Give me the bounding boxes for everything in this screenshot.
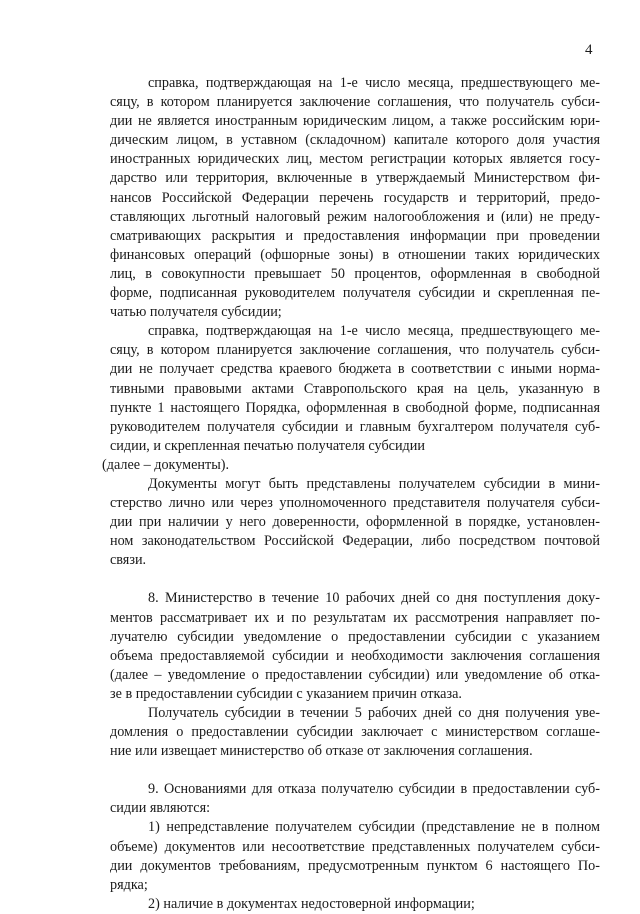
text-line: Получатель субсидии в течении 5 рабочих дней со дня получения уве- — [148, 705, 600, 721]
text-line: 8. Министерство в течение 10 рабочих дней со дня поступления доку- — [148, 590, 600, 607]
text-line: сяцу, в котором планируется заключение соглашения, что получатель субси- — [110, 94, 600, 111]
text-line: (далее – документы). — [102, 456, 230, 473]
text-line: Документы могут быть представлены получателем субсидии в мини- — [148, 475, 600, 492]
paragraph — [110, 475, 600, 570]
paragraph — [110, 74, 600, 322]
text-line: дическим лицом, в уставном (складочном) капитале которого доля участия — [110, 132, 600, 149]
text-line: лучателю субсидии уведомление о предоставлении субсидии с указанием — [110, 628, 600, 645]
text-line: нансов Российской Федерации перечень государств и территорий, предо- — [110, 189, 600, 206]
page-number: 4 — [585, 42, 593, 58]
text-line: ном законодательством Российской Федерации, либо посредством почтовой — [110, 533, 600, 550]
text-line: форме, подписанная руководителем получателя субсидии и скрепленная пе- — [110, 285, 600, 302]
text-line: дарство или территория, включенные в утверждаемый Министерством фи- — [110, 170, 600, 187]
text-line: (далее – уведомление о предоставлении субсидии) или уведомление об отка- — [110, 666, 600, 683]
text-line: справка, подтверждающая на 1-е число месяца, предшествующего ме- — [148, 75, 600, 91]
paragraph-gap — [110, 570, 600, 589]
text-line: объеме) документов или несоответствие представленных получателем субси- — [110, 838, 600, 855]
paragraph — [110, 818, 600, 894]
text-line: пункте 1 настоящего Порядка, оформленная в свободной форме, подписанная — [110, 399, 600, 416]
text-line: стерство лично или через уполномоченного представителя получателя субси- — [110, 495, 600, 512]
text-line: сяцу, в котором планируется заключение соглашения, что получатель субси- — [110, 342, 600, 359]
text-line: рядка; — [110, 876, 148, 893]
text-line: домления о предоставлении субсидии заключает с министерством соглаше- — [110, 724, 600, 741]
paragraph — [110, 589, 600, 704]
text-line: иностранных юридических лиц, местом регистрации которых является госу- — [110, 151, 600, 168]
text-line: сидии, и скрепленная печатью получателя субсидии — [110, 437, 425, 454]
text-line: ние или извещает министерство об отказе от заключения соглашения. — [110, 743, 533, 760]
paragraph — [110, 704, 600, 761]
text-line: тивными правовыми актами Ставропольского края на цель, указанную в — [110, 380, 600, 397]
paragraph — [110, 780, 600, 818]
text-line: лиц, в совокупности превышает 50 процентов, оформленная в свободной — [110, 265, 600, 282]
text-line: справка, подтверждающая на 1-е число месяца, предшествующего ме- — [148, 323, 600, 340]
text-line: руководителем получателя субсидии и главным бухгалтером получателя суб- — [110, 418, 600, 435]
text-line: 2) наличие в документах недостоверной информации; — [148, 895, 475, 912]
text-line: сидии являются: — [110, 800, 211, 817]
text-line: дии не получает средства краевого бюджета в соответствии с иными норма- — [110, 361, 600, 378]
text-line: дии при наличии у него доверенности, оформленной в порядке, установлен- — [110, 514, 600, 531]
paragraph-gap — [110, 761, 600, 780]
text-line: зе в предоставлении субсидии с указанием причин отказа. — [110, 685, 462, 702]
text-line: чатью получателя субсидии; — [110, 304, 282, 321]
text-line: 1) непредставление получателем субсидии (представление не в полном — [148, 819, 600, 836]
document-body — [102, 74, 600, 914]
text-line: финансовых операций (офшорные зоны) в отношении таких юридических — [110, 246, 600, 263]
text-line: ставляющих льготный налоговый режим налогообложения и (или) не преду- — [110, 208, 600, 225]
paragraph — [110, 895, 600, 914]
text-line: 9. Основаниями для отказа получателю субсидии в предоставлении суб- — [148, 781, 600, 798]
paragraph — [102, 322, 600, 475]
text-line: дии не является иностранным юридическим лицом, а также российским юри- — [110, 113, 600, 130]
text-line: сматривающих раскрытия и предоставления информации при проведении — [110, 227, 600, 244]
text-line: объема предоставляемой субсидии и необходимости заключения соглашения — [110, 647, 600, 664]
text-line: дии документов требованиям, предусмотренным пунктом 6 настоящего По- — [110, 857, 600, 874]
text-line: связи. — [110, 552, 147, 569]
text-line: ментов рассматривает их и по результатам их рассмотрения направляет по- — [110, 609, 600, 626]
